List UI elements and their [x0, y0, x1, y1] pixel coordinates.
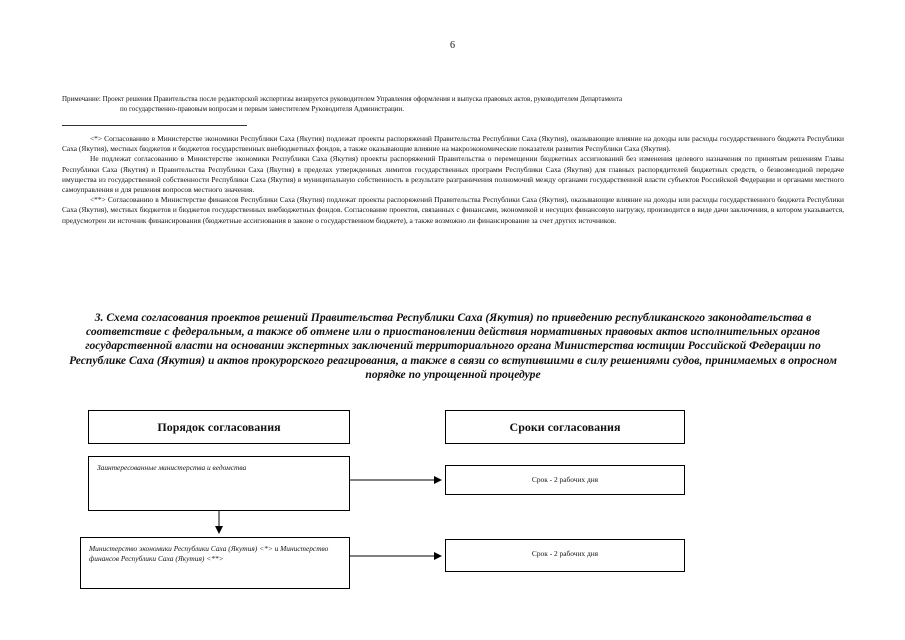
approval-order-header: Порядок согласования: [88, 410, 350, 444]
footnote-exceptions: Не подлежат согласованию в Министерстве экономики Республики Саха (Якутия) проекты распоряжений Правительства о перемещении бюджетных ассигнований без изменения целевого назначения по принятым решениям Главы Республики Саха (Якутия) и Правительства Республики Саха (Якутия) в пределах утвержденных лимитов государственных программ Республики Саха (Якутия) для главных распорядителей бюджетных средств, о безвозмездной передаче имущества из государственной собственности Республики Саха (Якутия) в муниципальную собственность в результате разграничения полномочий между органами государственной власти субъектов Российской Федерации и органами местного самоуправления и для решения вопросов местного значения.: [62, 154, 844, 195]
step-2-term: Срок - 2 рабочих дня: [445, 539, 685, 572]
approval-terms-header: Сроки согласования: [445, 410, 685, 444]
footnote-finance: <**> Согласованию в Министерстве финансов Республики Саха (Якутия) подлежат проекты распоряжений Правительства Республики Саха (Якутия), оказывающие влияние на доходы или расходы государственного бюджета Республики Саха (Якутия), местных бюджетов и бюджетов государственных внебюджетных фондов. Согласование проектов, связанных с финансами, экономикой и несущих финансовую нагрузку, производится в виде дачи заключения, в котором указывается, предусмотрен ли источник финансирования (бюджетные ассигнования в законе о государственном бюджете), а также возможно ли финансирование за счет других источников.: [62, 195, 844, 225]
note-line-2: по государственно-правовым вопросам и первым заместителем Руководителя Администрации.: [120, 105, 404, 113]
step-1-term: Срок - 2 рабочих дня: [445, 465, 685, 495]
footnote-economy: <*> Согласованию в Министерстве экономики Республики Саха (Якутия) подлежат проекты распоряжений Правительства Республики Саха (Якутия), оказывающие влияние на доходы или расходы государственного бюджета Республики Саха (Якутия), местных бюджетов и бюджетов государственных внебюджетных фондов, а также оказывающие влияние на макроэкономические показатели развития Республики Саха (Якутия).: [62, 134, 844, 154]
step-interested-ministries: Заинтересованные министерства и ведомства: [88, 456, 350, 511]
page-number: 6: [450, 40, 455, 51]
note-line-1: Примечание: Проект решения Правительства после редакторской экспертизы визируется руководителем Управления оформления и выпуска правовых актов, руководителем Департамента: [62, 95, 623, 103]
step-economy-finance-ministries: Министерство экономики Республики Саха (Якутия) <*> и Министерство финансов Республики Саха (Якутия) <**>: [80, 537, 350, 589]
section-heading: 3. Схема согласования проектов решений Правительства Республики Саха (Якутия) по приведению республиканского законодательства в соответствие с федеральным, а также об отмене или о приостановлении действия нормативных правовых актов исполнительных органов государственной власти на основании экспертных заключений территориального органа Министерства юстиции Российской Федерации по Республике Саха (Якутия) и актов прокурорского реагирования, а также в связи со вступившими в силу решениями судов, принимаемых в опросном порядке по упрощенной процедуре: [69, 311, 837, 381]
